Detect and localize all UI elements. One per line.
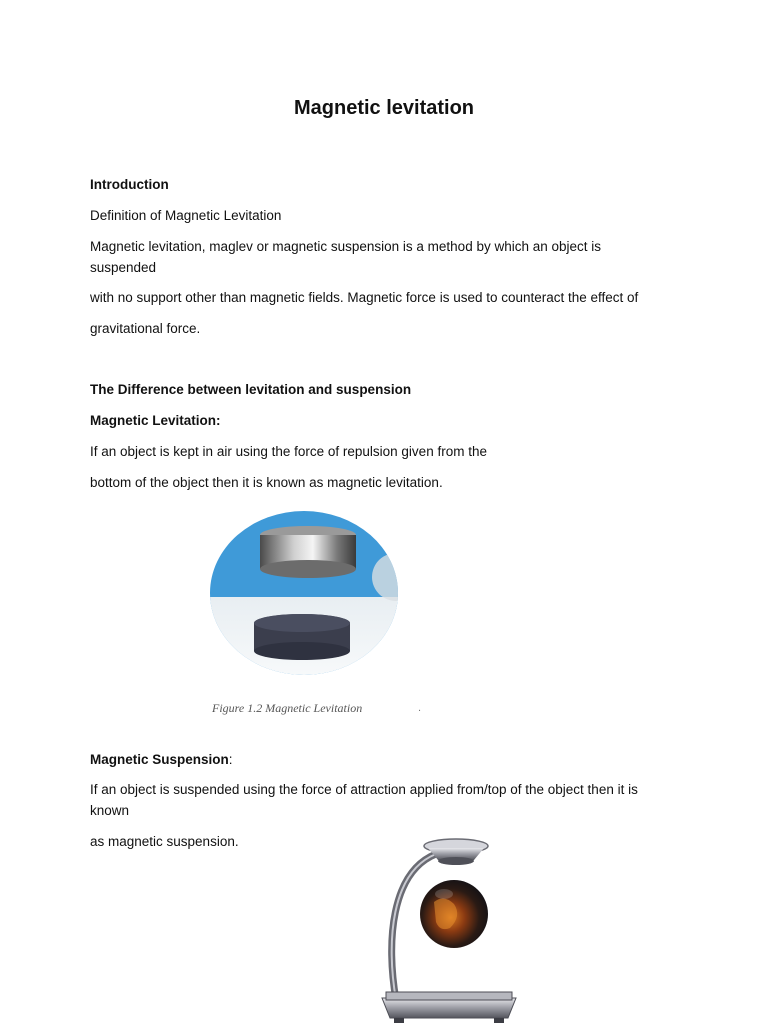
paragraph-line: as magnetic suspension. (90, 834, 239, 849)
paragraph-line: If an object is kept in air using the force of repulsion given from the (90, 444, 487, 459)
suspension-heading-colon: : (228, 752, 233, 767)
caption-trailing-mark: . (418, 702, 422, 714)
suspension-heading (90, 749, 233, 770)
definition-heading: Definition of Magnetic Levitation (90, 208, 282, 223)
levitating-magnet-figure (206, 505, 422, 717)
paragraph-line: Magnetic levitation, maglev or magnetic suspension is a method by which an object is suspended (90, 239, 602, 275)
introduction-heading: Introduction (90, 177, 169, 192)
levitation-heading: Magnetic Levitation: (90, 413, 221, 428)
paragraph-line: gravitational force. (90, 321, 201, 336)
floating-globe-figure (366, 832, 556, 1024)
paragraph-line: bottom of the object then it is known as magnetic levitation. (90, 475, 443, 490)
figure-caption: Figure 1.2 Magnetic Levitation (212, 701, 363, 715)
paragraph-line: with no support other than magnetic fields. Magnetic force is used to counteract the effect of (90, 290, 639, 305)
difference-heading: The Difference between levitation and suspension (90, 382, 412, 397)
suspension-heading-bold: Magnetic Suspension (90, 752, 229, 767)
page-title: Magnetic levitation (293, 97, 475, 119)
paragraph-line: If an object is suspended using the force of attraction applied from/top of the object then it is known (90, 782, 638, 818)
